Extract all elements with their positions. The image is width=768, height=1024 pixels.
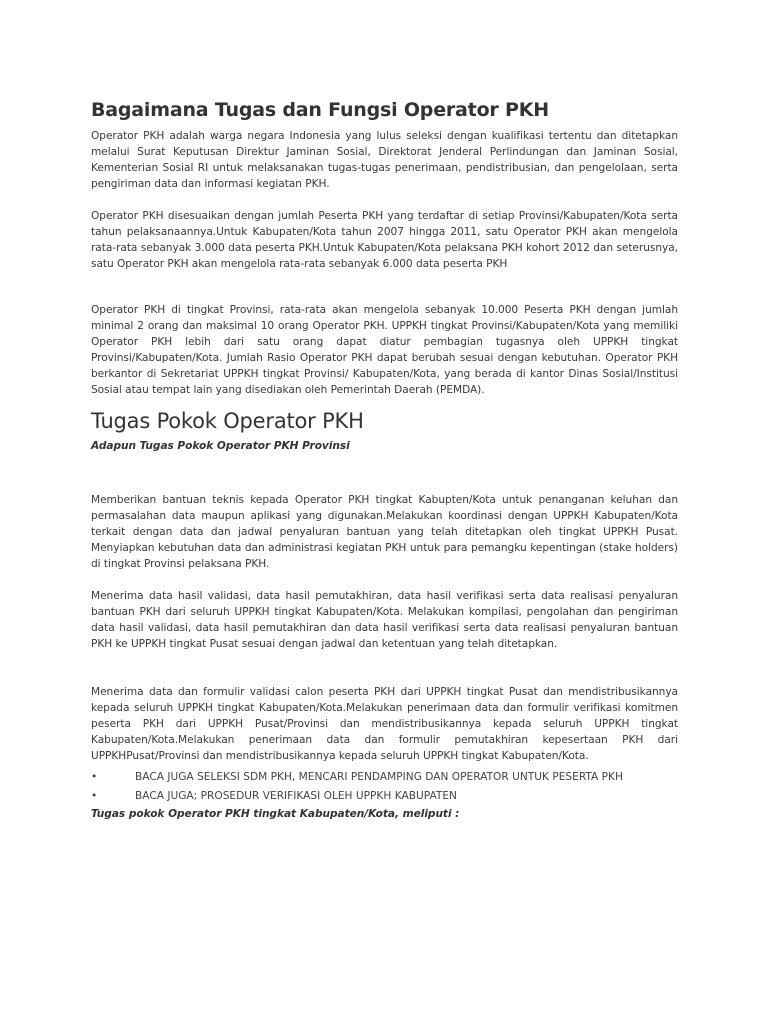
paragraph-jumlah-peserta: Operator PKH disesuaikan dengan jumlah Peserta PKH yang terdaftar di setiap Provinsi/Kabupaten/Kota serta tahun pelaksanaannya.Untuk Kabupaten/Kota tahun 2007 hingga 2011, satu Operator PKH akan mengelola rata-rata sebanyak 3.000 data peserta PKH.Untuk Kabupaten/Kota pelaksana PKH kohort 2012 dan seterusnya, satu Operator PKH akan mengelola rata-rata sebanyak 6.000 data peserta PKH (91, 210, 678, 270)
list-item-related-link[interactable] (91, 768, 678, 787)
section-heading-tugas-pokok: Tugas Pokok Operator PKH (91, 409, 364, 433)
paragraph-definition: Operator PKH adalah warga negara Indonesia yang lulus seleksi dengan kualifikasi tertentu dan ditetapkan melalui Surat Keputusan Direktur Jaminan Sosial, Direktorat Jenderal Perlindungan dan Jaminan Sosial, Kementerian Sosial RI untuk melaksanakan tugas-tugas penerimaan, pendistribusian, dan pengelolaan, serta pengiriman data dan informasi kegiatan PKH. (91, 130, 678, 190)
paragraph-bantuan-teknis: Memberikan bantuan teknis kepada Operator PKH tingkat Kabupten/Kota untuk penanganan keluhan dan permasalahan data maupun aplikasi yang digunakan.Melakukan koordinasi dengan UPPKH Kabupaten/Kota terkait dengan data dan jadwal penyaluran bantuan yang telah ditetapkan oleh tingkat UPPKH Pusat. Menyiapkan kebutuhan data dan administrasi kegiatan PKH untuk para pemangku kepentingan (stake holders) di tingkat Provinsi pelaksana PKH. (91, 494, 678, 570)
bullet-icon: • (91, 790, 98, 802)
list-item-related-link[interactable] (91, 787, 678, 806)
bullet-icon: • (91, 771, 98, 783)
paragraph-formulir-validasi: Menerima data dan formulir validasi calon peserta PKH dari UPPKH tingkat Pusat dan mendistribusikannya kepada seluruh UPPKH tingkat Kabupaten/Kota.Melakukan penerimaan data dan formulir verifikasi komitmen peserta PKH dari UPPKH Pusat/Provinsi dan mendistribusikannya kepada seluruh UPPKH tingkat Kabupaten/Kota.Melakukan penerimaan data dan formulir pemutakhiran kepesertaan PKH dari UPPKHPusat/Provinsi dan mendistribusikannya kepada seluruh UPPKH tingkat Kabupaten/Kota. (91, 686, 678, 762)
closing-subheading-kabupaten: Tugas pokok Operator PKH tingkat Kabupaten/Kota, meliputi : (91, 808, 460, 820)
related-link-text[interactable]: BACA JUGA SELEKSI SDM PKH, MENCARI PENDAMPING DAN OPERATOR UNTUK PESERTA PKH (135, 771, 623, 783)
related-link-text[interactable]: BACA JUGA; PROSEDUR VERIFIKASI OLEH UPPKH KABUPATEN (135, 790, 457, 802)
section-heading-tugas-fungsi: Bagaimana Tugas dan Fungsi Operator PKH (91, 99, 549, 121)
subheading-tugas-provinsi: Adapun Tugas Pokok Operator PKH Provinsi (91, 440, 350, 452)
paragraph-menerima-data: Menerima data hasil validasi, data hasil pemutakhiran, data hasil verifikasi serta data realisasi penyaluran bantuan PKH dari seluruh UPPKH tingkat Kabupaten/Kota. Melakukan kompilasi, pengolahan dan pengiriman data hasil validasi, data hasil pemutakhiran dan data hasil verifikasi serta data realisasi penyaluran bantuan PKH ke UPPKH tingkat Pusat sesuai dengan jadwal dan ketentuan yang telah ditetapkan. (91, 590, 678, 650)
document-page (91, 98, 678, 822)
related-links-list (91, 768, 678, 806)
paragraph-tingkat-provinsi: Operator PKH di tingkat Provinsi, rata-rata akan mengelola sebanyak 10.000 Peserta PKH dengan jumlah minimal 2 orang dan maksimal 10 orang Operator PKH. UPPKH tingkat Provinsi/Kabupaten/Kota yang memiliki Operator PKH lebih dari satu orang dapat diatur pembagian tugasnya oleh UPPKH tingkat Provinsi/Kabupaten/Kota. Jumlah Rasio Operator PKH dapat berubah sesuai dengan kebutuhan. Operator PKH berkantor di Sekretariat UPPKH tingkat Provinsi/ Kabupaten/Kota, yang berada di kantor Dinas Sosial/Institusi Sosial atau tempat lain yang disediakan oleh Pemerintah Daerah (PEMDA). (91, 304, 678, 396)
